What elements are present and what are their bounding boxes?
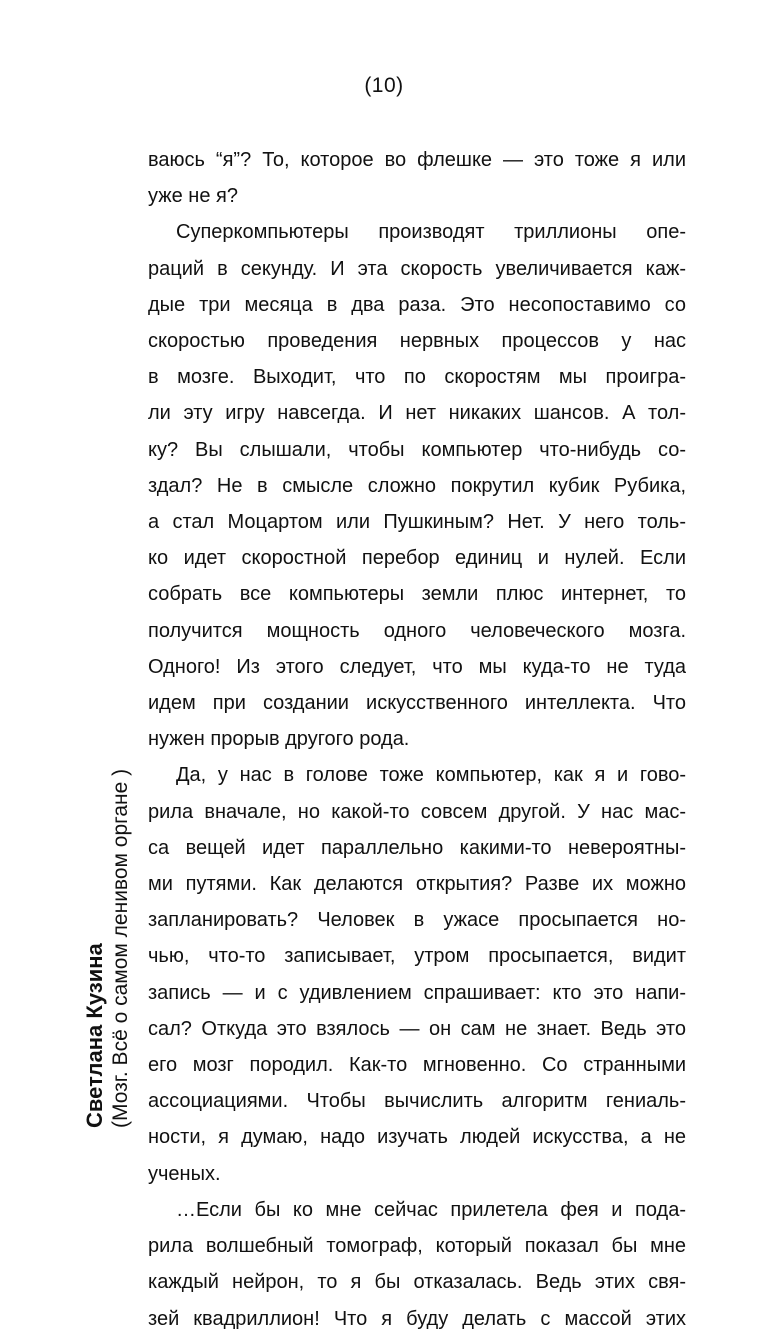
text-line: ности, я думаю, надо изучать людей искусства, а не	[148, 1126, 686, 1149]
text-line: запись — и с удивлением спрашивает: кто это напи-	[148, 981, 686, 1004]
book-title: (Мозг. Всё о самом ленивом органе )	[109, 768, 132, 1128]
text-line: Одного! Из этого следует, что мы куда-то не туда	[148, 655, 686, 678]
text-line: зей квадриллион! Что я буду делать с массой этих	[148, 1307, 686, 1330]
text-line: дые три месяца в два раза. Это несопоставимо со	[148, 293, 686, 316]
text-line: ку? Вы слышали, чтобы компьютер что-нибудь со-	[148, 438, 686, 461]
text-line: ученых.	[148, 1162, 221, 1185]
text-line: скоростью проведения нервных процессов у нас	[148, 330, 686, 353]
text-line: ли эту игру навсегда. И нет никаких шансов. А тол-	[148, 402, 686, 425]
text-line: собрать все компьютеры земли плюс интернет, то	[148, 583, 686, 606]
text-line: сал? Откуда это взялось — он сам не знает. Ведь это	[148, 1017, 686, 1040]
running-title	[82, 769, 134, 1128]
text-line: раций в секунду. И эта скорость увеличивается каж-	[148, 257, 686, 280]
text-line: рила вначале, но какой-то совсем другой. У нас мас-	[148, 800, 686, 823]
book-author: Светлана Кузина	[82, 943, 107, 1128]
text-line: нужен прорыв другого рода.	[148, 728, 410, 751]
text-line: запланировать? Человек в ужасе просыпается но-	[148, 909, 686, 932]
text-line: …Если бы ко мне сейчас прилетела фея и пода-	[176, 1198, 686, 1221]
text-line: в мозге. Выходит, что по скоростям мы проигра-	[148, 366, 686, 389]
paragraph	[148, 142, 686, 214]
text-line: ко идет скоростной перебор единиц и нулей. Если	[148, 547, 686, 570]
text-line: получится мощность одного человеческого мозга.	[148, 619, 686, 642]
text-line: са вещей идет параллельно какими-то невероятны-	[148, 836, 686, 859]
paragraph	[148, 214, 686, 757]
paragraph	[148, 757, 686, 1191]
text-line: ваюсь “я”? То, которое во флешке — это тоже я или	[148, 149, 686, 171]
text-line: чью, что-то записывает, утром просыпается, видит	[148, 945, 686, 968]
text-line: ми путями. Как делаются открытия? Разве их можно	[148, 873, 686, 896]
text-line: его мозг породил. Как-то мгновенно. Со странными	[148, 1054, 686, 1077]
body-text	[148, 142, 686, 1337]
text-line: рила волшебный томограф, который показал бы мне	[148, 1235, 686, 1258]
text-line: уже не я?	[148, 185, 238, 208]
paragraph	[148, 1192, 686, 1337]
text-line: ассоциациями. Чтобы вычислить алгоритм гениаль-	[148, 1090, 686, 1113]
text-line: Суперкомпьютеры производят триллионы опе-	[176, 221, 686, 244]
text-line: каждый нейрон, то я бы отказалась. Ведь этих свя-	[148, 1271, 686, 1294]
text-line: идем при создании искусственного интеллекта. Что	[148, 692, 686, 715]
text-line: а стал Моцартом или Пушкиным? Нет. У него толь-	[148, 511, 686, 534]
text-line: Да, у нас в голове тоже компьютер, как я и гово-	[176, 764, 686, 787]
page-number: (10)	[364, 74, 404, 97]
text-line: здал? Не в смысле сложно покрутил кубик Рубика,	[148, 474, 686, 497]
